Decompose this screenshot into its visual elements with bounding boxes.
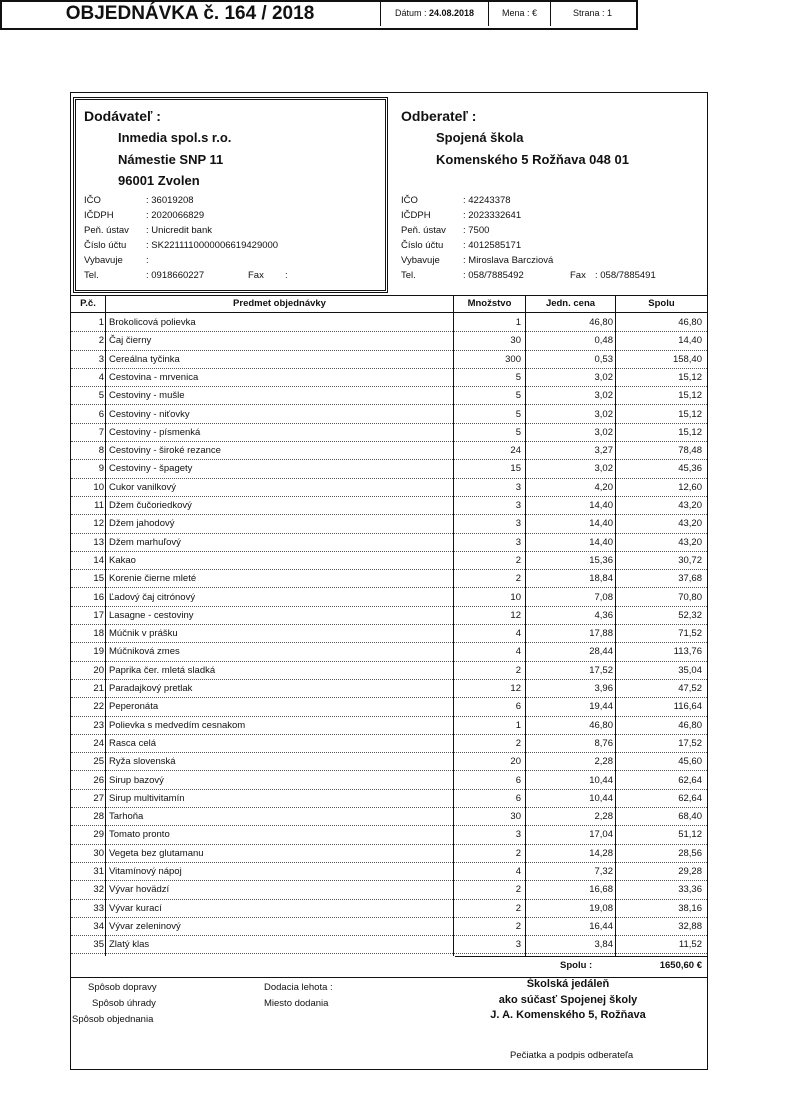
item-quantity: 5: [515, 390, 521, 402]
item-total: 33,36: [678, 884, 702, 896]
item-total: 43,20: [678, 536, 702, 548]
item-name: Cestovina - mrvenica: [109, 371, 199, 383]
item-total: 30,72: [678, 554, 702, 566]
supplier-street: Námestie SNP 11: [118, 152, 224, 167]
table-row: [71, 936, 707, 954]
table-row: [71, 808, 707, 826]
item-total: 62,64: [678, 774, 702, 786]
total-divider: [455, 956, 708, 957]
row-number: 28: [93, 811, 104, 823]
table-row: [71, 772, 707, 790]
item-total: 158,40: [672, 353, 702, 365]
row-number: 20: [93, 664, 104, 676]
item-total: 15,12: [678, 408, 702, 420]
item-quantity: 3: [515, 500, 521, 511]
transport-label: Spôsob dopravy: [88, 982, 157, 993]
table-row: [71, 497, 707, 515]
row-number: 27: [93, 792, 104, 804]
table-row: [71, 479, 707, 497]
item-name: Rasca celá: [109, 737, 156, 749]
item-name: Sirup multivitamín: [109, 792, 185, 804]
item-quantity: 2: [515, 664, 521, 676]
supplier-tel: : 0918660227: [146, 270, 205, 281]
item-name: Cestoviny - niťovky: [109, 408, 190, 420]
item-name: Múčnik v prášku: [109, 628, 178, 640]
item-name: Ryža slovenská: [109, 756, 176, 768]
table-row: [71, 698, 707, 716]
item-total: 116,64: [673, 701, 702, 713]
row-number: 13: [93, 536, 104, 548]
supplier-city: 96001 Zvolen: [118, 173, 200, 188]
table-row: [71, 643, 707, 661]
item-quantity: 30: [510, 335, 521, 347]
item-name: Vývar zeleninový: [109, 920, 181, 932]
item-total: 71,52: [678, 628, 702, 640]
table-row: [71, 826, 707, 844]
supplier-ico: : 36019208: [146, 195, 194, 206]
table-row: [71, 387, 707, 405]
row-number: 17: [93, 609, 104, 621]
item-quantity: 2: [515, 902, 521, 914]
item-name: Brokolicová polievka: [109, 317, 196, 328]
table-row: [71, 900, 707, 918]
page-value: 1: [607, 8, 613, 18]
customer-fax-label: Fax: [570, 270, 586, 281]
item-quantity: 6: [515, 701, 521, 713]
row-number: 19: [93, 646, 104, 658]
row-number: 21: [93, 683, 104, 694]
table-row: [71, 790, 707, 808]
table-row: [71, 515, 707, 533]
item-unit-price: 2,28: [594, 811, 613, 823]
item-unit-price: 14,40: [589, 536, 613, 548]
item-quantity: 10: [510, 591, 521, 603]
item-unit-price: 0,53: [594, 353, 613, 365]
item-name: Cestoviny - písmenká: [109, 426, 201, 438]
item-unit-price: 19,44: [589, 701, 613, 713]
table-row: [71, 332, 707, 350]
row-number: 11: [94, 500, 104, 511]
table-row: [71, 351, 707, 369]
row-number: 30: [93, 847, 104, 859]
delivery-time-label: Dodacia lehota :: [264, 982, 333, 993]
item-unit-price: 46,80: [589, 317, 613, 328]
item-name: Tarhoňa: [109, 811, 144, 823]
table-row: [71, 918, 707, 936]
row-number: 8: [98, 445, 104, 457]
row-number: 9: [98, 463, 104, 475]
item-name: Cestoviny - mušle: [109, 390, 185, 402]
item-unit-price: 14,28: [589, 847, 613, 859]
item-quantity: 20: [510, 756, 521, 768]
table-row: [71, 442, 707, 460]
row-number: 1: [98, 317, 104, 328]
item-total: 70,80: [678, 591, 702, 603]
supplier-contact: :: [146, 255, 149, 266]
row-number: 4: [98, 371, 104, 383]
row-number: 24: [93, 737, 104, 749]
order-method-label: Spôsob objednania: [72, 1014, 154, 1025]
item-unit-price: 17,04: [589, 829, 613, 841]
item-quantity: 2: [515, 573, 521, 585]
item-quantity: 3: [515, 939, 521, 951]
customer-contact: : Miroslava Barcziová: [463, 255, 554, 266]
item-unit-price: 7,32: [594, 866, 613, 877]
item-total: 78,48: [678, 445, 702, 457]
table-row: [71, 424, 707, 442]
item-total: 35,04: [678, 664, 702, 676]
item-total: 46,80: [678, 317, 702, 328]
order-header: [0, 0, 638, 30]
page-label: Strana :: [572, 8, 605, 18]
page-cell: [550, 0, 634, 26]
total-label: Spolu :: [560, 960, 593, 971]
col-header-total: Spolu: [648, 298, 675, 309]
table-row: [71, 406, 707, 424]
item-name: Cestoviny - široké rezance: [109, 445, 221, 457]
item-quantity: 12: [510, 683, 521, 694]
table-row: [71, 607, 707, 625]
customer-title: Odberateľ :: [401, 108, 477, 124]
row-number: 18: [93, 628, 104, 640]
row-number: 2: [98, 335, 104, 347]
supplier-fax-label: Fax: [248, 270, 264, 281]
item-quantity: 4: [515, 646, 521, 658]
item-quantity: 6: [515, 792, 521, 804]
table-row: [71, 753, 707, 771]
row-number: 32: [93, 884, 104, 896]
item-name: Paprika čer. mletá sladká: [109, 664, 216, 676]
stamp-line-2: ako súčasť Spojenej školy: [498, 994, 638, 1006]
item-total: 46,80: [678, 719, 702, 731]
customer-ico: : 42243378: [463, 195, 511, 206]
date-cell: [380, 0, 488, 26]
item-quantity: 3: [515, 536, 521, 548]
item-unit-price: 19,08: [589, 902, 613, 914]
item-quantity: 3: [515, 518, 521, 530]
item-total: 51,12: [678, 829, 702, 841]
item-name: Džem marhuľový: [109, 536, 181, 548]
col-header-no: P.č.: [80, 298, 96, 309]
stamp-line-1: Školská jedáleň: [526, 978, 610, 990]
item-quantity: 2: [515, 884, 521, 896]
item-total: 52,32: [678, 609, 702, 621]
total-value: 1650,60 €: [659, 960, 702, 971]
item-total: 37,68: [678, 573, 702, 585]
row-number: 25: [93, 756, 104, 768]
item-quantity: 12: [510, 609, 521, 621]
item-name: Korenie čierne mleté: [109, 573, 197, 585]
delivery-place-label: Miesto dodania: [264, 998, 329, 1009]
row-number: 22: [93, 701, 104, 713]
table-row: [71, 845, 707, 863]
date-label: Dátum :: [394, 8, 427, 18]
item-name: Čaj čierny: [109, 335, 152, 347]
item-total: 68,40: [678, 811, 702, 823]
customer-address: Komenského 5 Rožňava 048 01: [436, 152, 629, 167]
item-name: Kakao: [109, 554, 136, 566]
customer-tel: : 058/7885492: [463, 270, 524, 281]
item-quantity: 3: [515, 481, 521, 493]
item-unit-price: 15,36: [589, 554, 613, 566]
item-name: Vývar hovädzí: [109, 884, 170, 896]
item-quantity: 30: [510, 811, 521, 823]
item-unit-price: 10,44: [589, 792, 613, 804]
row-number: 15: [93, 573, 104, 585]
item-unit-price: 16,44: [589, 920, 613, 932]
row-number: 3: [98, 353, 104, 365]
date-value: 24.08.2018: [428, 8, 475, 18]
item-quantity: 2: [515, 554, 521, 566]
supplier-bank-label: Peň. ústav: [84, 225, 129, 236]
item-unit-price: 2,28: [594, 756, 613, 768]
item-total: 45,60: [678, 756, 702, 768]
item-total: 113,76: [673, 646, 702, 658]
table-row: [71, 534, 707, 552]
item-total: 14,40: [678, 335, 702, 347]
item-quantity: 6: [515, 774, 521, 786]
item-name: Vegeta bez glutamanu: [109, 847, 204, 859]
row-number: 14: [93, 554, 104, 566]
table-row: [71, 589, 707, 607]
item-quantity: 300: [505, 353, 521, 365]
customer-icdph-label: IČDPH: [401, 210, 431, 221]
customer-bank: : 7500: [463, 225, 490, 236]
customer-account: : 4012585171: [463, 240, 522, 251]
item-total: 32,88: [678, 920, 702, 932]
item-total: 29,28: [678, 866, 702, 877]
row-number: 5: [98, 390, 104, 402]
supplier-icdph: : 2020066829: [146, 210, 205, 221]
supplier-fax: :: [285, 270, 288, 281]
item-total: 15,12: [678, 426, 702, 438]
item-unit-price: 3,84: [594, 939, 613, 951]
item-total: 11,52: [678, 939, 702, 951]
row-number: 10: [93, 481, 104, 493]
item-unit-price: 17,88: [589, 628, 613, 640]
item-quantity: 4: [515, 866, 521, 877]
item-name: Lasagne - cestoviny: [109, 609, 194, 621]
row-number: 7: [98, 426, 104, 438]
row-number: 6: [98, 408, 104, 420]
table-row: [71, 680, 707, 698]
item-unit-price: 28,44: [589, 646, 613, 658]
item-unit-price: 8,76: [594, 737, 613, 749]
item-total: 47,52: [678, 683, 702, 694]
item-unit-price: 7,08: [594, 591, 613, 603]
row-number: 31: [93, 866, 104, 877]
item-unit-price: 3,02: [594, 426, 613, 438]
item-total: 43,20: [678, 518, 702, 530]
item-quantity: 5: [515, 408, 521, 420]
customer-fax: : 058/7885491: [595, 270, 656, 281]
item-unit-price: 3,96: [594, 683, 613, 694]
item-name: Tomato pronto: [109, 829, 170, 841]
item-unit-price: 4,36: [594, 609, 613, 621]
item-unit-price: 3,02: [594, 390, 613, 402]
row-number: 12: [93, 518, 104, 530]
item-name: Múčniková zmes: [109, 646, 180, 658]
table-row: [71, 369, 707, 387]
item-name: Cestoviny - špagety: [109, 463, 193, 475]
item-total: 43,20: [678, 500, 702, 511]
customer-name: Spojená škola: [436, 130, 524, 145]
item-quantity: 2: [515, 847, 521, 859]
item-name: Ľadový čaj citrónový: [109, 591, 196, 603]
signature-label: Pečiatka a podpis odberateľa: [510, 1050, 634, 1061]
item-name: Cukor vanilkový: [109, 481, 177, 493]
item-quantity: 15: [510, 463, 521, 475]
item-name: Zlatý klas: [109, 939, 150, 951]
item-quantity: 5: [515, 371, 521, 383]
item-total: 38,16: [678, 902, 702, 914]
item-total: 12,60: [678, 481, 702, 493]
table-row: [71, 735, 707, 753]
item-total: 17,52: [678, 737, 702, 749]
col-header-unit-price: Jedn. cena: [545, 298, 596, 309]
item-total: 28,56: [678, 847, 702, 859]
table-row: [71, 662, 707, 680]
table-row: [71, 460, 707, 478]
item-unit-price: 17,52: [589, 664, 613, 676]
item-name: Sirup bazový: [109, 774, 164, 786]
item-unit-price: 18,84: [589, 573, 613, 585]
row-number: 33: [93, 902, 104, 914]
customer-icdph: : 2023332641: [463, 210, 522, 221]
supplier-contact-label: Vybavuje: [84, 255, 123, 266]
item-quantity: 2: [515, 737, 521, 749]
table-row: [71, 863, 707, 881]
item-quantity: 5: [515, 426, 521, 438]
item-unit-price: 3,02: [594, 463, 613, 475]
item-quantity: 24: [510, 445, 521, 457]
item-unit-price: 16,68: [589, 884, 613, 896]
item-unit-price: 3,02: [594, 408, 613, 420]
item-name: Paradajkový pretlak: [109, 683, 193, 694]
table-row: [71, 625, 707, 643]
table-row: [71, 881, 707, 899]
supplier-icdph-label: IČDPH: [84, 210, 114, 221]
table-header-divider: [70, 312, 708, 313]
item-unit-price: 46,80: [589, 719, 613, 731]
item-name: Vitamínový nápoj: [109, 866, 182, 877]
supplier-ico-label: IČO: [84, 195, 101, 206]
item-unit-price: 4,20: [594, 481, 613, 493]
supplier-name: Inmedia spol.s r.o.: [118, 130, 232, 145]
supplier-account-label: Číslo účtu: [84, 240, 127, 251]
item-unit-price: 0,48: [594, 335, 613, 347]
item-quantity: 1: [515, 719, 521, 731]
item-total: 15,12: [678, 371, 702, 383]
currency-cell: [488, 0, 550, 26]
item-name: Džem čučoriedkový: [109, 500, 192, 511]
row-number: 29: [93, 829, 104, 841]
item-total: 15,12: [678, 390, 702, 402]
item-name: Polievka s medvedím cesnakom: [109, 719, 246, 731]
stamp-line-3: J. A. Komenského 5, Rožňava: [490, 1009, 646, 1021]
item-quantity: 3: [515, 829, 521, 841]
col-header-qty: Množstvo: [467, 298, 512, 309]
row-number: 34: [93, 920, 104, 932]
payment-label: Spôsob úhrady: [92, 998, 156, 1009]
customer-contact-label: Vybavuje: [401, 255, 440, 266]
item-name: Vývar kurací: [109, 902, 162, 914]
item-name: Cereálna tyčinka: [109, 353, 180, 365]
row-number: 23: [93, 719, 104, 731]
row-number: 35: [93, 939, 104, 951]
customer-bank-label: Peň. ústav: [401, 225, 446, 236]
supplier-bank: : Unicredit bank: [146, 225, 213, 236]
item-unit-price: 10,44: [589, 774, 613, 786]
item-total: 45,36: [678, 463, 702, 475]
supplier-title: Dodávateľ :: [84, 108, 161, 124]
item-quantity: 4: [515, 628, 521, 640]
table-row: [71, 552, 707, 570]
item-unit-price: 14,40: [589, 500, 613, 511]
item-quantity: 2: [515, 920, 521, 932]
customer-ico-label: IČO: [401, 195, 418, 206]
row-number: 16: [93, 591, 104, 603]
item-unit-price: 3,02: [594, 371, 613, 383]
col-header-item: Predmet objednávky: [233, 298, 326, 309]
item-unit-price: 14,40: [589, 518, 613, 530]
supplier-tel-label: Tel.: [84, 270, 99, 281]
item-total: 62,64: [678, 792, 702, 804]
order-title: OBJEDNÁVKA č. 164 / 2018: [65, 3, 315, 24]
customer-account-label: Číslo účtu: [401, 240, 444, 251]
item-unit-price: 3,27: [594, 445, 613, 457]
supplier-account: : SK2211110000006619429000: [146, 240, 279, 251]
table-row: [71, 717, 707, 735]
item-quantity: 1: [515, 317, 521, 328]
item-name: Džem jahodový: [109, 518, 175, 530]
table-row: [71, 314, 707, 332]
item-name: Peperonáta: [109, 701, 159, 713]
row-number: 26: [93, 774, 104, 786]
currency-value: €: [532, 8, 538, 18]
table-row: [71, 570, 707, 588]
currency-label: Mena :: [501, 8, 530, 18]
customer-tel-label: Tel.: [401, 270, 416, 281]
